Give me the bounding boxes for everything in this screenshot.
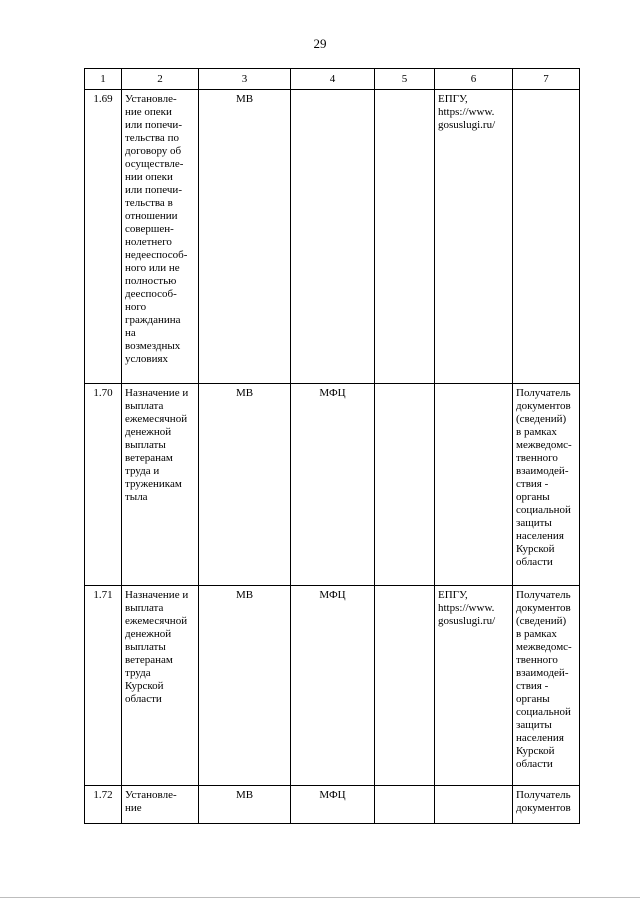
header-col-1: 1 — [85, 69, 122, 90]
cell-col7: Получатель документов (сведений) в рамках межведомс- твенного взаимодей- ствия - органы социальной защиты населения Курской области — [513, 586, 580, 786]
row-number: 1.71 — [85, 586, 122, 786]
cell-col4: МФЦ — [291, 786, 375, 824]
row-number: 1.69 — [85, 90, 122, 384]
services-table — [84, 68, 580, 824]
table-row — [85, 786, 580, 824]
table-row — [85, 586, 580, 786]
row-number: 1.72 — [85, 786, 122, 824]
cell-col6: ЕПГУ, https://www. gosuslugi.ru/ — [435, 586, 513, 786]
cell-col4: МФЦ — [291, 384, 375, 586]
header-col-4: 4 — [291, 69, 375, 90]
cell-col7: Получатель документов (сведений) в рамках межведомс- твенного взаимодей- ствия - органы социальной защиты населения Курской области — [513, 384, 580, 586]
cell-col5 — [375, 586, 435, 786]
table-row — [85, 384, 580, 586]
table-row — [85, 90, 580, 384]
cell-col3: МВ — [199, 586, 291, 786]
service-name: Установле- ние — [122, 786, 199, 824]
cell-col3: МВ — [199, 786, 291, 824]
cell-col3: МВ — [199, 384, 291, 586]
cell-col6 — [435, 786, 513, 824]
page-number: 29 — [313, 36, 327, 51]
service-name: Установле- ние опеки или попечи- тельства по договору об осуществле- нии опеки или попечи- тельства в отношении совершен- нолетнего недееспособ- ного или не полностью дееспособ- ного гражданина на возмездных условиях — [122, 90, 199, 384]
header-col-2: 2 — [122, 69, 199, 90]
cell-col7: Получатель документов — [513, 786, 580, 824]
cell-col4: МФЦ — [291, 586, 375, 786]
header-row — [85, 69, 580, 90]
cell-col3: МВ — [199, 90, 291, 384]
scan-edge-divider — [0, 893, 640, 905]
header-col-3: 3 — [199, 69, 291, 90]
header-col-6: 6 — [435, 69, 513, 90]
header-col-7: 7 — [513, 69, 580, 90]
cell-col5 — [375, 90, 435, 384]
cell-col7 — [513, 90, 580, 384]
service-name: Назначение и выплата ежемесячной денежной выплаты ветеранам труда и труженикам тыла — [122, 384, 199, 586]
cell-col6: ЕПГУ, https://www. gosuslugi.ru/ — [435, 90, 513, 384]
cell-col6 — [435, 384, 513, 586]
service-name: Назначение и выплата ежемесячной денежной выплаты ветеранам труда Курской области — [122, 586, 199, 786]
cell-col5 — [375, 384, 435, 586]
cell-col4 — [291, 90, 375, 384]
cell-col5 — [375, 786, 435, 824]
row-number: 1.70 — [85, 384, 122, 586]
header-col-5: 5 — [375, 69, 435, 90]
